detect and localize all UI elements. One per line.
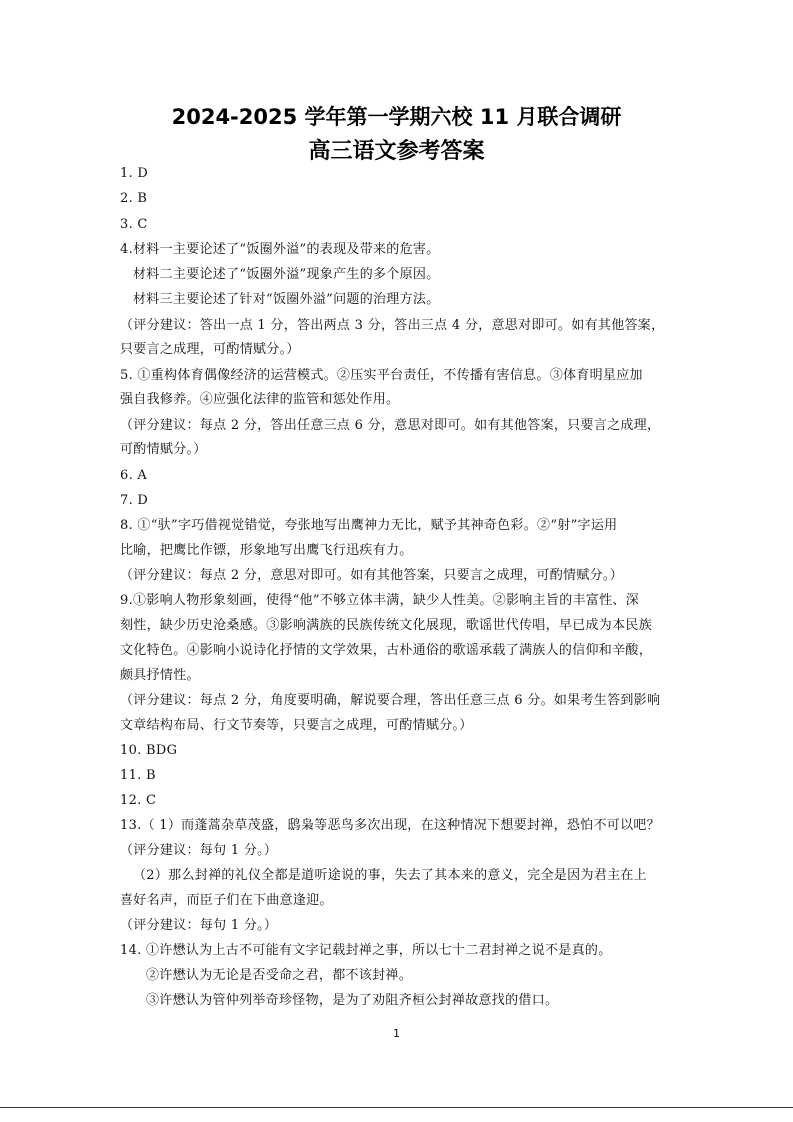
scoring-note: （评分建议：每点 2 分，角度要明确，解说要合理，答出任意三点 6 分。如果考生答到影响 <box>120 693 661 708</box>
answer-8-line: 8. ①“驮”字巧借视觉错觉，夸张地写出鹰神力无比，赋予其神奇色彩。②“射”字运用 <box>120 518 618 533</box>
answer-9-line: 文化特色。④影响小说诗化抒情的文学效果，古朴通俗的歌谣承载了满族人的信仰和辛酸， <box>120 643 653 658</box>
answer-4-line: 材料二主要论述了“饭圈外溢”现象产生的多个原因。 <box>133 267 440 282</box>
answer-3: 3. C <box>120 217 148 232</box>
answer-11: 11. B <box>120 768 156 783</box>
answer-1: 1. D <box>120 166 149 181</box>
answer-13-line: （2）那么封禅的礼仪全都是道听途说的事，失去了其本来的意义，完全是因为君主在上 <box>133 868 647 883</box>
answer-7: 7. D <box>120 493 149 508</box>
answer-13-line: 13.（ 1）而蓬蒿杂草茂盛，鸱枭等恶鸟多次出现，在这种情况下想要封禅，恐怕不可以吧？ <box>120 818 660 833</box>
scoring-note: 只要言之成理，可酌情赋分。） <box>120 342 300 357</box>
document-subtitle: 高三语文参考答案 <box>308 139 485 164</box>
answer-14-line: 14. ①许懋认为上古不可能有文字记载封禅之事，所以七十二君封禅之说不是真的。 <box>120 943 612 958</box>
answer-12: 12. C <box>120 793 157 808</box>
page-bottom-rule <box>0 1107 793 1108</box>
answer-8-line: 比喻，把鹰比作镖，形象地写出鹰飞行迅疾有力。 <box>120 543 413 558</box>
answer-5-line: 强自我修养。④应强化法律的监管和惩处作用。 <box>120 392 400 407</box>
scoring-note: （评分建议：每点 2 分，答出任意三点 6 分，意思对即可。如有其他答案，只要言之成理， <box>120 418 661 433</box>
answer-9-line: 9.①影响人物形象刻画，使得“他”不够立体丰满，缺少人性美。②影响主旨的丰富性、深 <box>120 593 639 608</box>
answer-4-line: 4.材料一主要论述了“饭圈外溢”的表现及带来的危害。 <box>120 242 440 257</box>
answer-9-line: 颇具抒情性。 <box>120 668 200 683</box>
page-number: 1 <box>393 1027 400 1040</box>
answer-2: 2. B <box>120 191 148 206</box>
answer-13-line: 喜好名声，而臣子们在下曲意逢迎。 <box>120 893 333 908</box>
answer-6: 6. A <box>120 468 148 483</box>
answer-14-line: ②许懋认为无论是否受命之君，都不该封禅。 <box>146 968 413 983</box>
scoring-note: （评分建议：答出一点 1 分，答出两点 3 分，答出三点 4 分，意思对即可。如有其他答案， <box>120 318 665 333</box>
answer-14-line: ③许懋认为管仲列举奇珍怪物，是为了劝阻齐桓公封禅故意找的借口。 <box>146 993 559 1008</box>
answer-5-line: 5. ①重构体育偶像经济的运营模式。②压实平台责任，不传播有害信息。③体育明星应加 <box>120 368 643 383</box>
scoring-note: 文章结构布局、行文节奏等，只要言之成理，可酌情赋分。） <box>120 718 473 733</box>
scoring-note: 可酌情赋分。） <box>120 442 207 457</box>
answer-4-line: 材料三主要论述了针对“饭圈外溢”问题的治理方法。 <box>133 292 440 307</box>
scoring-note: （评分建议：每点 2 分，意思对即可。如有其他答案，只要言之成理，可酌情赋分。） <box>120 568 624 583</box>
answer-9-line: 刻性，缺少历史沧桑感。③影响满族的民族传统文化展现，歌谣世代传唱，早已成为本民族 <box>120 618 653 633</box>
answer-10: 10. BDG <box>120 743 178 758</box>
scoring-note: （评分建议：每句 1 分。） <box>120 918 278 933</box>
scoring-note: （评分建议：每句 1 分。） <box>120 843 278 858</box>
document-title: 2024-2025 学年第一学期六校 11 月联合调研 <box>171 105 622 129</box>
